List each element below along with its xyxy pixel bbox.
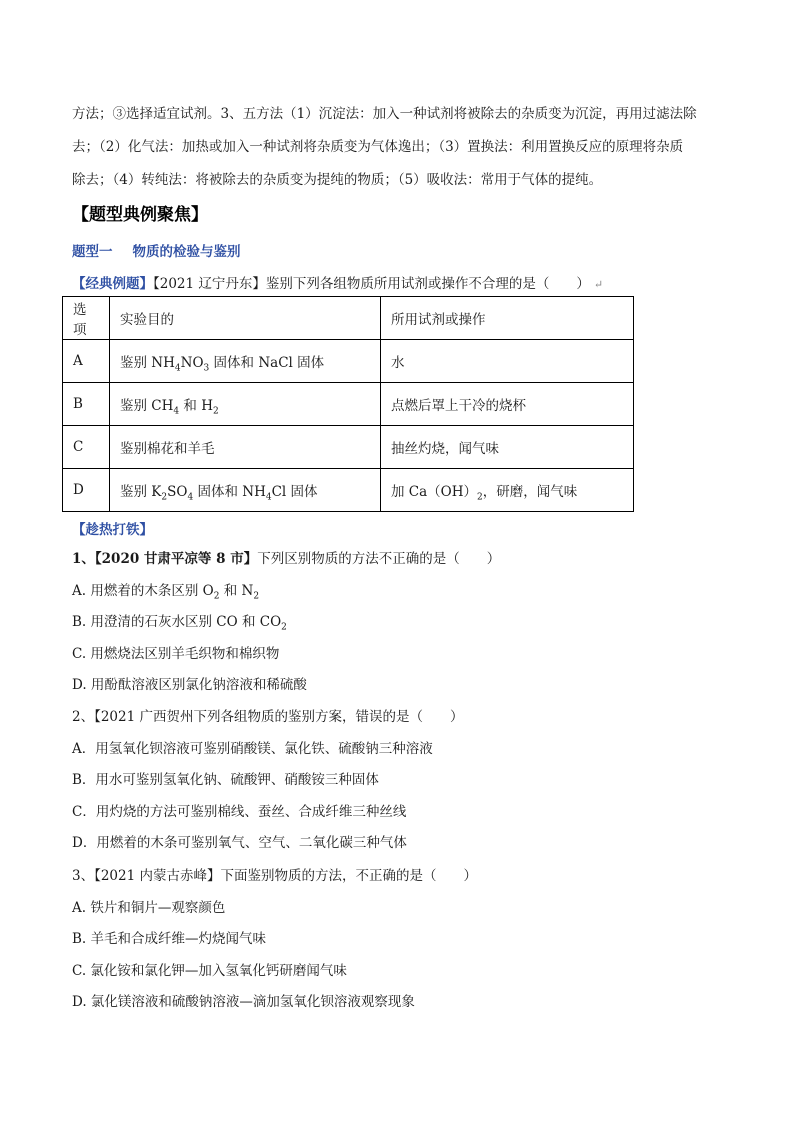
purpose-cell: 鉴别 $K_2SO_4$ 固体和 $NH_4Cl$ 固体 xyxy=(110,469,381,512)
method-cell: 抽丝灼烧，闻气味 xyxy=(381,426,634,469)
table-row xyxy=(63,469,634,512)
question-type-title xyxy=(72,240,241,260)
option-cell: C xyxy=(63,426,110,469)
table-header-cell: 所用试剂或操作 xyxy=(381,297,634,340)
question-2 xyxy=(72,702,732,860)
purpose-cell: 鉴别 $NH_4NO_3$ 固体和 NaCl 固体 xyxy=(110,340,381,383)
table-header-row xyxy=(63,297,634,340)
table-row xyxy=(63,340,634,383)
option-d: D．用燃着的木条可鉴别氧气、空气、二氧化碳三种气体 xyxy=(72,835,407,851)
question-stem: 1、【2020 甘肃平凉等 8 市】下列区别物质的方法不正确的是（ ） xyxy=(72,551,501,567)
method-cell: 点燃后罩上干冷的烧杯 xyxy=(381,383,634,426)
method-cell: 水 xyxy=(381,340,634,383)
table-row xyxy=(63,383,634,426)
option-a: A. 用燃着的木条区别 $O_2$ 和 $N_2$ xyxy=(72,582,260,602)
option-c: C．用灼烧的方法可鉴别棉线、蚕丝、合成纤维三种丝线 xyxy=(72,803,407,820)
option-d: D. 氯化镁溶液和硫酸钠溶液—滴加氢氧化钡溶液观察现象 xyxy=(72,994,415,1010)
option-cell: A xyxy=(63,340,110,383)
method-cell: 加 $Ca(OH)_2$，研磨，闻气味 xyxy=(381,469,634,512)
option-b: B. 羊毛和合成纤维—灼烧闻气味 xyxy=(72,931,267,947)
option-a: A. 铁片和铜片—观察颜色 xyxy=(72,899,226,916)
type-name: 物质的检验与鉴别 xyxy=(132,244,241,260)
table-header-cell: 选项 xyxy=(63,297,110,340)
intro-line: 方法；③选择适宜试剂。3、五方法（1）沉淀法：加入一种试剂将被除去的杂质变为沉淀，再用过滤法除 xyxy=(72,106,697,122)
practice-tag: 【趁热打铁】 xyxy=(72,522,153,538)
example-table xyxy=(62,296,634,512)
option-a: A．用氢氧化钡溶液可鉴别硝酸镁、氯化铁、硫酸钠三种溶液 xyxy=(72,740,433,757)
table-row xyxy=(63,426,634,469)
question-3 xyxy=(72,861,732,1019)
example-question xyxy=(72,272,603,292)
section-title: 【题型典例聚焦】 xyxy=(72,205,208,225)
intro-line: 除去；（4）转纯法：将被除去的杂质变为提纯的物质；（5）吸收法：常用于气体的提纯。 xyxy=(72,172,603,188)
option-c: C. 氯化铵和氯化钾—加入氢氧化钙研磨闻气味 xyxy=(72,962,347,979)
option-b: B. 用澄清的石灰水区别 CO 和 $CO_2$ xyxy=(72,614,287,633)
example-stem: 鉴别下列各组物质所用试剂或操作不合理的是（ ） xyxy=(265,276,590,292)
intro-line: 去；（2）化气法：加热或加入一种试剂将杂质变为气体逸出；（3）置换法：利用置换反应的原理将杂质 xyxy=(72,139,684,155)
question-stem: 2、【2021 广西贺州下列各组物质的鉴别方案，错误的是（ ） xyxy=(72,709,464,725)
option-cell: D xyxy=(63,469,110,512)
question-stem: 3、【2021 内蒙古赤峰】下面鉴别物质的方法，不正确的是（ ） xyxy=(72,868,477,884)
example-source: 【2021 辽宁丹东】 xyxy=(153,276,266,292)
table-header-cell: 实验目的 xyxy=(110,297,381,340)
paragraph-mark-icon: ↵ xyxy=(593,278,604,291)
question-1 xyxy=(72,544,732,702)
type-prefix: 题型一 xyxy=(72,244,113,260)
purpose-cell: 鉴别 $CH_4$ 和 $H_2$ xyxy=(110,383,381,426)
example-tag: 【经典例题】 xyxy=(72,276,153,292)
option-b: B．用水可鉴别氢氧化钠、硫酸钾、硝酸铵三种固体 xyxy=(72,772,379,788)
purpose-cell: 鉴别棉花和羊毛 xyxy=(110,426,381,469)
option-cell: B xyxy=(63,383,110,426)
option-c: C. 用燃烧法区别羊毛织物和棉织物 xyxy=(72,645,280,662)
intro-paragraph xyxy=(72,98,732,197)
option-d: D. 用酚酞溶液区别氯化钠溶液和稀硫酸 xyxy=(72,677,307,693)
